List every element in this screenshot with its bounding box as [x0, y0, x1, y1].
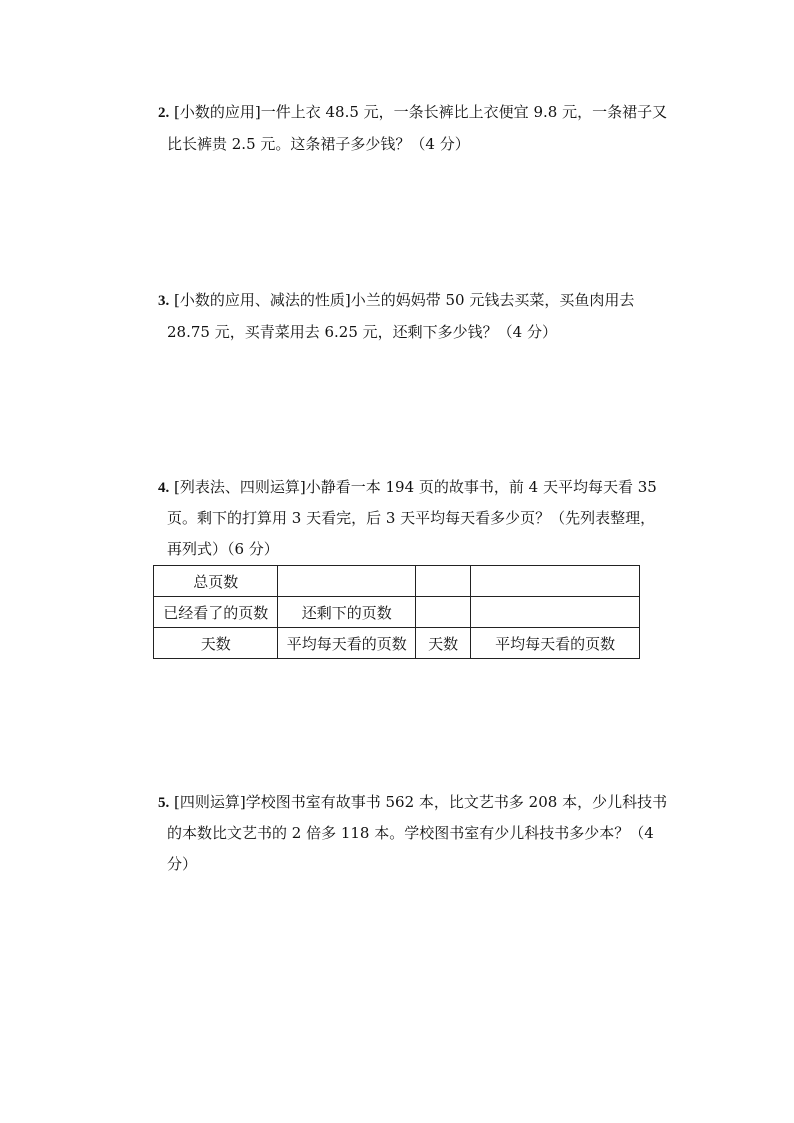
- table-cell: 平均每天看的页数: [278, 628, 416, 659]
- question-2-text-2: 比长裤贵 2.5 元。这条裙子多少钱？（4 分）: [167, 135, 470, 153]
- question-4-text-2: 页。剩下的打算用 3 天看完，后 3 天平均每天看多少页？（先列表整理，: [167, 509, 656, 527]
- question-2-line-1: [158, 102, 667, 123]
- table-row: [154, 566, 640, 597]
- table-cell: [471, 597, 640, 628]
- table-cell: [278, 566, 416, 597]
- question-5-number: 5.: [158, 795, 170, 811]
- question-5-line-2: [167, 823, 654, 843]
- table-row: [154, 628, 640, 659]
- table-cell: 总页数: [154, 566, 278, 597]
- question-5-text-3: 分）: [167, 855, 198, 873]
- question-4-line-3: [167, 539, 279, 559]
- question-2-text-1: [小数的应用]一件上衣 48.5 元，一条长裤比上衣便宜 9.8 元，一条裙子又: [174, 103, 668, 121]
- question-5-line-3: [167, 854, 197, 874]
- table-cell: 平均每天看的页数: [471, 628, 640, 659]
- question-4-table: [153, 565, 640, 659]
- question-5-line-1: [158, 792, 667, 813]
- question-5-text-2: 的本数比文艺书的 2 倍多 118 本。学校图书室有少儿科技书多少本？（4: [167, 824, 654, 842]
- table-cell: [416, 566, 471, 597]
- table-cell: 还剩下的页数: [278, 597, 416, 628]
- question-3-text-1: [小数的应用、减法的性质]小兰的妈妈带 50 元钱去买菜，买鱼肉用去: [174, 291, 635, 309]
- question-3-line-2: [167, 322, 557, 342]
- question-4-number: 4.: [158, 480, 170, 496]
- question-2-line-2: [167, 134, 470, 154]
- question-3-text-2: 28.75 元，买青菜用去 6.25 元，还剩下多少钱？（4 分）: [167, 323, 557, 341]
- question-5-text-1: [四则运算]学校图书室有故事书 562 本，比文艺书多 208 本，少儿科技书: [174, 793, 668, 811]
- question-3-number: 3.: [158, 293, 170, 309]
- table-cell: 天数: [154, 628, 278, 659]
- question-2-number: 2.: [158, 105, 170, 121]
- table-cell: 已经看了的页数: [154, 597, 278, 628]
- question-4-line-1: [158, 477, 657, 498]
- table-cell: [416, 597, 471, 628]
- question-4-text-1: [列表法、四则运算]小静看一本 194 页的故事书，前 4 天平均每天看 35: [174, 478, 657, 496]
- table-row: [154, 597, 640, 628]
- question-4-line-2: [167, 508, 655, 528]
- table-cell: [471, 566, 640, 597]
- table-cell: 天数: [416, 628, 471, 659]
- question-4-text-3: 再列式）（6 分）: [167, 540, 279, 558]
- question-3-line-1: [158, 290, 634, 311]
